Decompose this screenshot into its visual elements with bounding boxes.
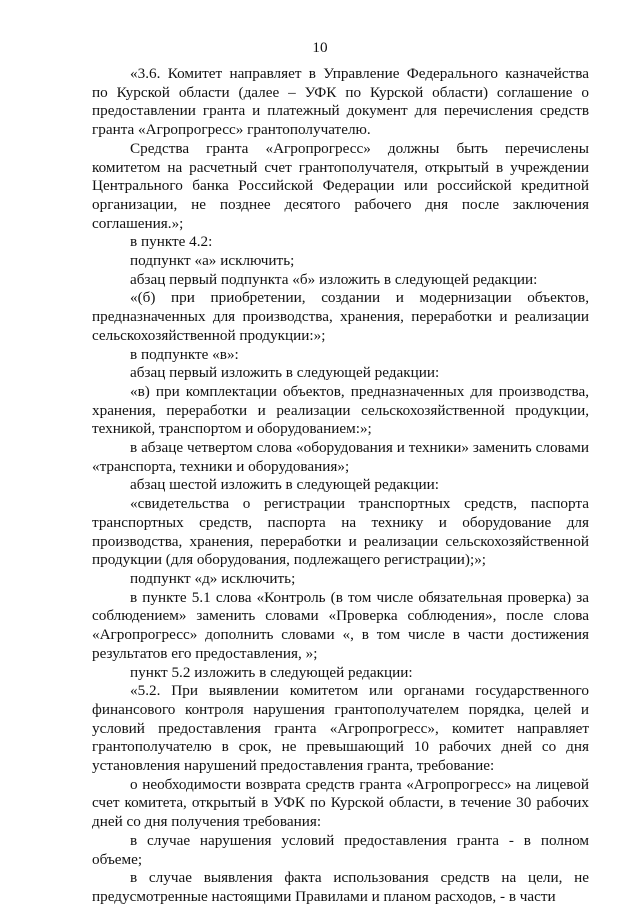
text-line: финансового контроля нарушения грантополучателем порядка, целей и	[92, 700, 589, 718]
text-line: Центрального банка Российской Федерации или российской кредитной	[92, 177, 589, 195]
text-line: условий предоставления гранта «Агропрогресс», комитет направляет	[92, 719, 589, 737]
text-line: пункт 5.2 изложить в следующей редакции:	[130, 663, 413, 681]
paragraph	[92, 383, 589, 439]
paragraph	[92, 271, 589, 290]
text-line: «3.6. Комитет направляет в Управление Федерального казначейства	[130, 65, 589, 82]
text-line: «в) при комплектации объектов, предназначенных для производства,	[130, 382, 589, 400]
paragraph	[92, 140, 589, 234]
paragraph	[92, 476, 589, 495]
paragraph	[92, 289, 589, 345]
text-line: хранения, переработки и реализации сельскохозяйственной продукции,	[92, 401, 589, 419]
text-line: абзац первый подпункта «б» изложить в следующей редакции:	[130, 270, 538, 288]
page-number: 10	[312, 39, 328, 56]
text-line: грантополучателю в срок, не превышающий 10 рабочих дней со дня	[92, 738, 589, 756]
text-line: объеме;	[92, 850, 143, 868]
paragraph	[92, 439, 589, 476]
document-body	[92, 65, 589, 907]
text-line: предоставлении гранта и платежный документ для перечисления средств	[92, 102, 589, 120]
text-line: в подпункте «в»:	[130, 345, 239, 363]
text-line: предназначенных для производства, хранения, переработки и реализации	[92, 308, 589, 326]
text-line: «5.2. При выявлении комитетом или органами государственного	[130, 682, 589, 700]
text-line: соглашения.»;	[92, 214, 184, 232]
text-line: подпункт «а» исключить;	[130, 252, 295, 270]
paragraph	[92, 869, 589, 906]
text-line: «Агропрогресс» дополнить словами «, в том числе в части достижения	[92, 626, 589, 644]
paragraph	[92, 233, 589, 252]
text-line: «свидетельства о регистрации транспортных средств, паспорта	[130, 495, 589, 513]
paragraph	[92, 664, 589, 683]
text-line: «транспорта, техники и оборудования»;	[92, 457, 350, 475]
text-line: абзац первый изложить в следующей редакции:	[130, 364, 440, 382]
paragraph	[92, 346, 589, 365]
text-line: о необходимости возврата средств гранта «Агропрогресс» на лицевой	[130, 775, 589, 793]
text-line: производства, хранения, переработки и реализации сельскохозяйственной	[92, 532, 589, 550]
text-line: подпункт «д» исключить;	[130, 569, 296, 587]
paragraph	[92, 682, 589, 776]
text-line: «(б) при приобретении, создании и модернизации объектов,	[130, 289, 589, 307]
text-line: в случае выявления факта использования средств на цели, не	[130, 869, 589, 887]
paragraph	[92, 832, 589, 869]
text-line: абзац шестой изложить в следующей редакции:	[130, 476, 439, 494]
text-line: установления нарушений предоставления гранта, требование:	[92, 757, 495, 775]
paragraph	[92, 364, 589, 383]
text-line: Средства гранта «Агропрогресс» должны быть перечислены	[130, 139, 589, 157]
text-line: в случае нарушения условий предоставления гранта - в полном	[130, 831, 589, 849]
text-line: сельскохозяйственной продукции:»;	[92, 326, 326, 344]
paragraph	[92, 589, 589, 664]
paragraph	[92, 776, 589, 832]
paragraph	[92, 570, 589, 589]
text-line: в абзаце четвертом слова «оборудования и техники» заменить словами	[130, 439, 589, 457]
text-line: по Курской области (далее – УФК по Курской области) соглашение о	[92, 83, 589, 101]
text-line: гранта «Агропрогресс» грантополучателю.	[92, 121, 371, 139]
text-line: транспортных средств, паспорта на технику и оборудование для	[92, 513, 589, 531]
text-line: техникой, транспортом и оборудованием:»;	[92, 420, 372, 438]
paragraph	[92, 65, 589, 140]
text-line: соблюдением» заменить словами «Проверка соблюдения», после слова	[92, 607, 589, 625]
paragraph	[92, 252, 589, 271]
text-line: счет комитета, открытый в УФК по Курской области, в течение 30 рабочих	[92, 794, 589, 812]
text-line: результатов его предоставления, »;	[92, 644, 318, 662]
text-line: организации, не позднее десятого рабочего дня после заключения	[92, 195, 589, 213]
paragraph	[92, 495, 589, 570]
text-line: комитетом на расчетный счет грантополучателя, открытый в учреждении	[92, 158, 589, 176]
text-line: продукции (для оборудования, подлежащего регистрации);»;	[92, 551, 487, 569]
text-line: в пункте 5.1 слова «Контроль (в том числе обязательная проверка) за	[130, 588, 589, 606]
text-line: предусмотренные настоящими Правилами и планом расходов, - в части	[92, 887, 556, 905]
text-line: в пункте 4.2:	[130, 233, 213, 251]
text-line: дней со дня получения требования:	[92, 813, 322, 831]
